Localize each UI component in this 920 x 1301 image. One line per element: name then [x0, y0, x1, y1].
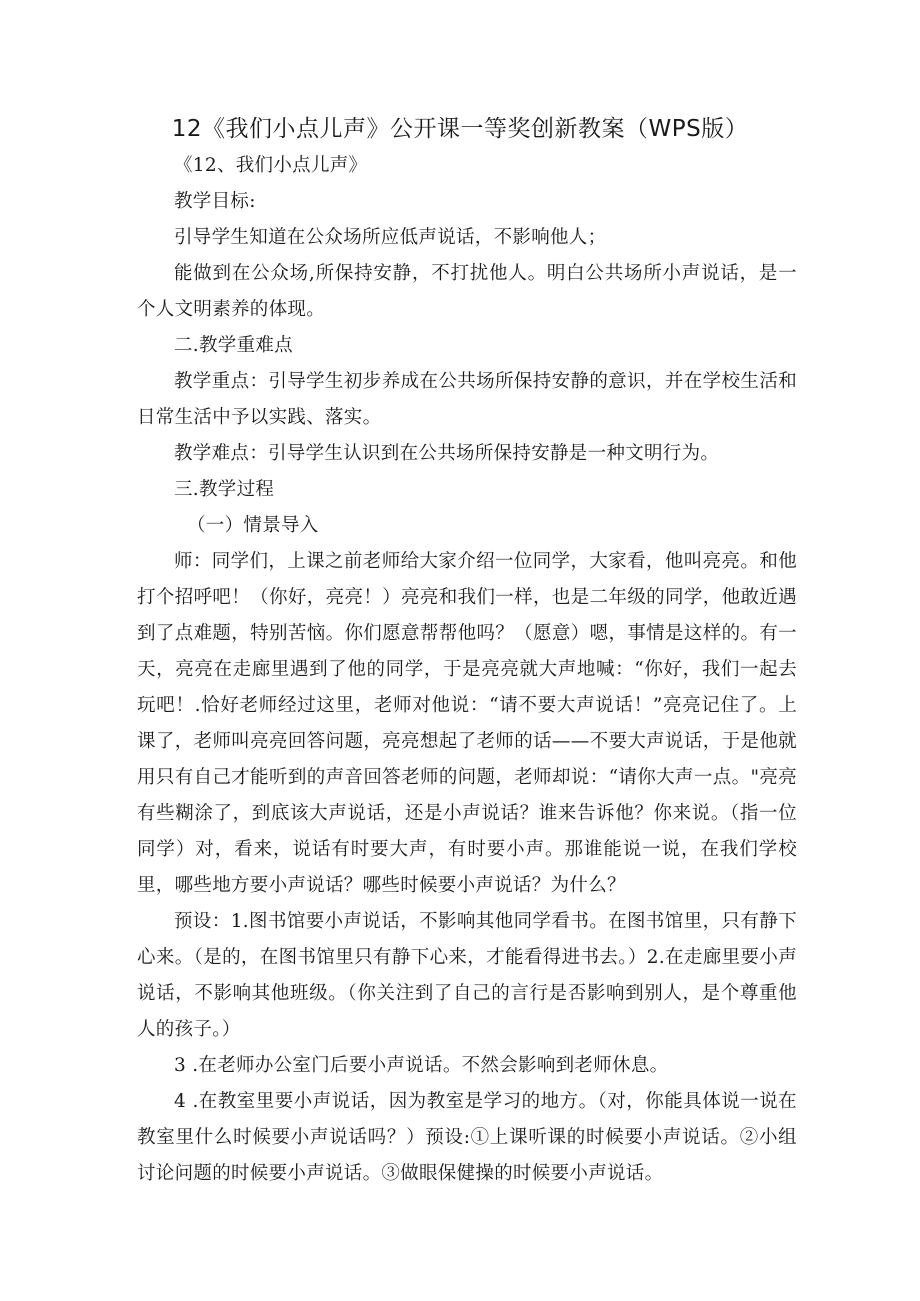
document-body	[137, 148, 797, 1192]
document-title: 12《我们小点儿声》公开课一等奖创新教案（WPS版）	[171, 116, 749, 142]
lesson-name: 《12、我们小点儿声》	[174, 155, 368, 176]
paragraph: 能做到在公众场,所保持安静，不打扰他人。明白公共场所小声说话，是一个人文明素养的体现。	[137, 263, 797, 320]
paragraph: 3 .在老师办公室门后要小声说话。不然会影响到老师休息。	[174, 1055, 669, 1076]
subsection-heading-intro: （一）情景导入	[187, 515, 319, 536]
section-heading-key-points: 二.教学重难点	[174, 335, 293, 356]
paragraph: 教学重点：引导学生初步养成在公共场所保持安静的意识，并在学校生活和日常生活中予以实践、落实。	[137, 371, 797, 428]
section-heading-objectives: 教学目标:	[174, 191, 256, 212]
paragraph: 4 .在教室里要小声说话，因为教室是学习的地方。（对，你能具体说一说在教室里什么时候要小声说话吗？）预设:①上课听课的时候要小声说话。②小组讨论问题的时候要小声说话。③做眼保健操的时候要小声说话。	[137, 1091, 797, 1184]
paragraph: 引导学生知道在公众场所应低声说话，不影响他人；	[174, 227, 607, 248]
paragraph: 师：同学们，上课之前老师给大家介绍一位同学，大家看，他叫亮亮。和他打个招呼吧！（你好，亮亮！）亮亮和我们一样，也是二年级的同学，他敢近遇到了点难题，特别苦恼。你们愿意帮帮他吗？（愿意）嗯，事情是这样的。有一天，亮亮在走廊里遇到了他的同学，于是亮亮就大声地喊：“你好，我们一起去玩吧！.恰好老师经过这里，老师对他说：“请不要大声说话！”亮亮记住了。上课了，老师叫亮亮回答问题，亮亮想起了老师的话——不要大声说话，于是他就用只有自己才能听到的声音回答老师的问题，老师却说：“请你大声一点。"亮亮有些糊涂了，到底该大声说话，还是小声说话？谁来告诉他？你来说。（指一位同学）对，看来，说话有时要大声，有时要小声。那谁能说一说，在我们学校里，哪些地方要小声说话？哪些时候要小声说话？为什么？	[137, 551, 797, 896]
section-heading-process: 三.教学过程	[174, 479, 275, 500]
paragraph: 教学难点：引导学生认识到在公共场所保持安静是一种文明行为。	[174, 443, 720, 464]
paragraph: 预设：1.图书馆要小声说话，不影响其他同学看书。在图书馆里，只有静下心来。（是的，在图书馆里只有静下心来，才能看得进书去。）2.在走廊里要小声说话，不影响其他班级。（你关注到了自己的言行是否影响到别人，是个尊重他人的孩子。）	[137, 911, 797, 1040]
